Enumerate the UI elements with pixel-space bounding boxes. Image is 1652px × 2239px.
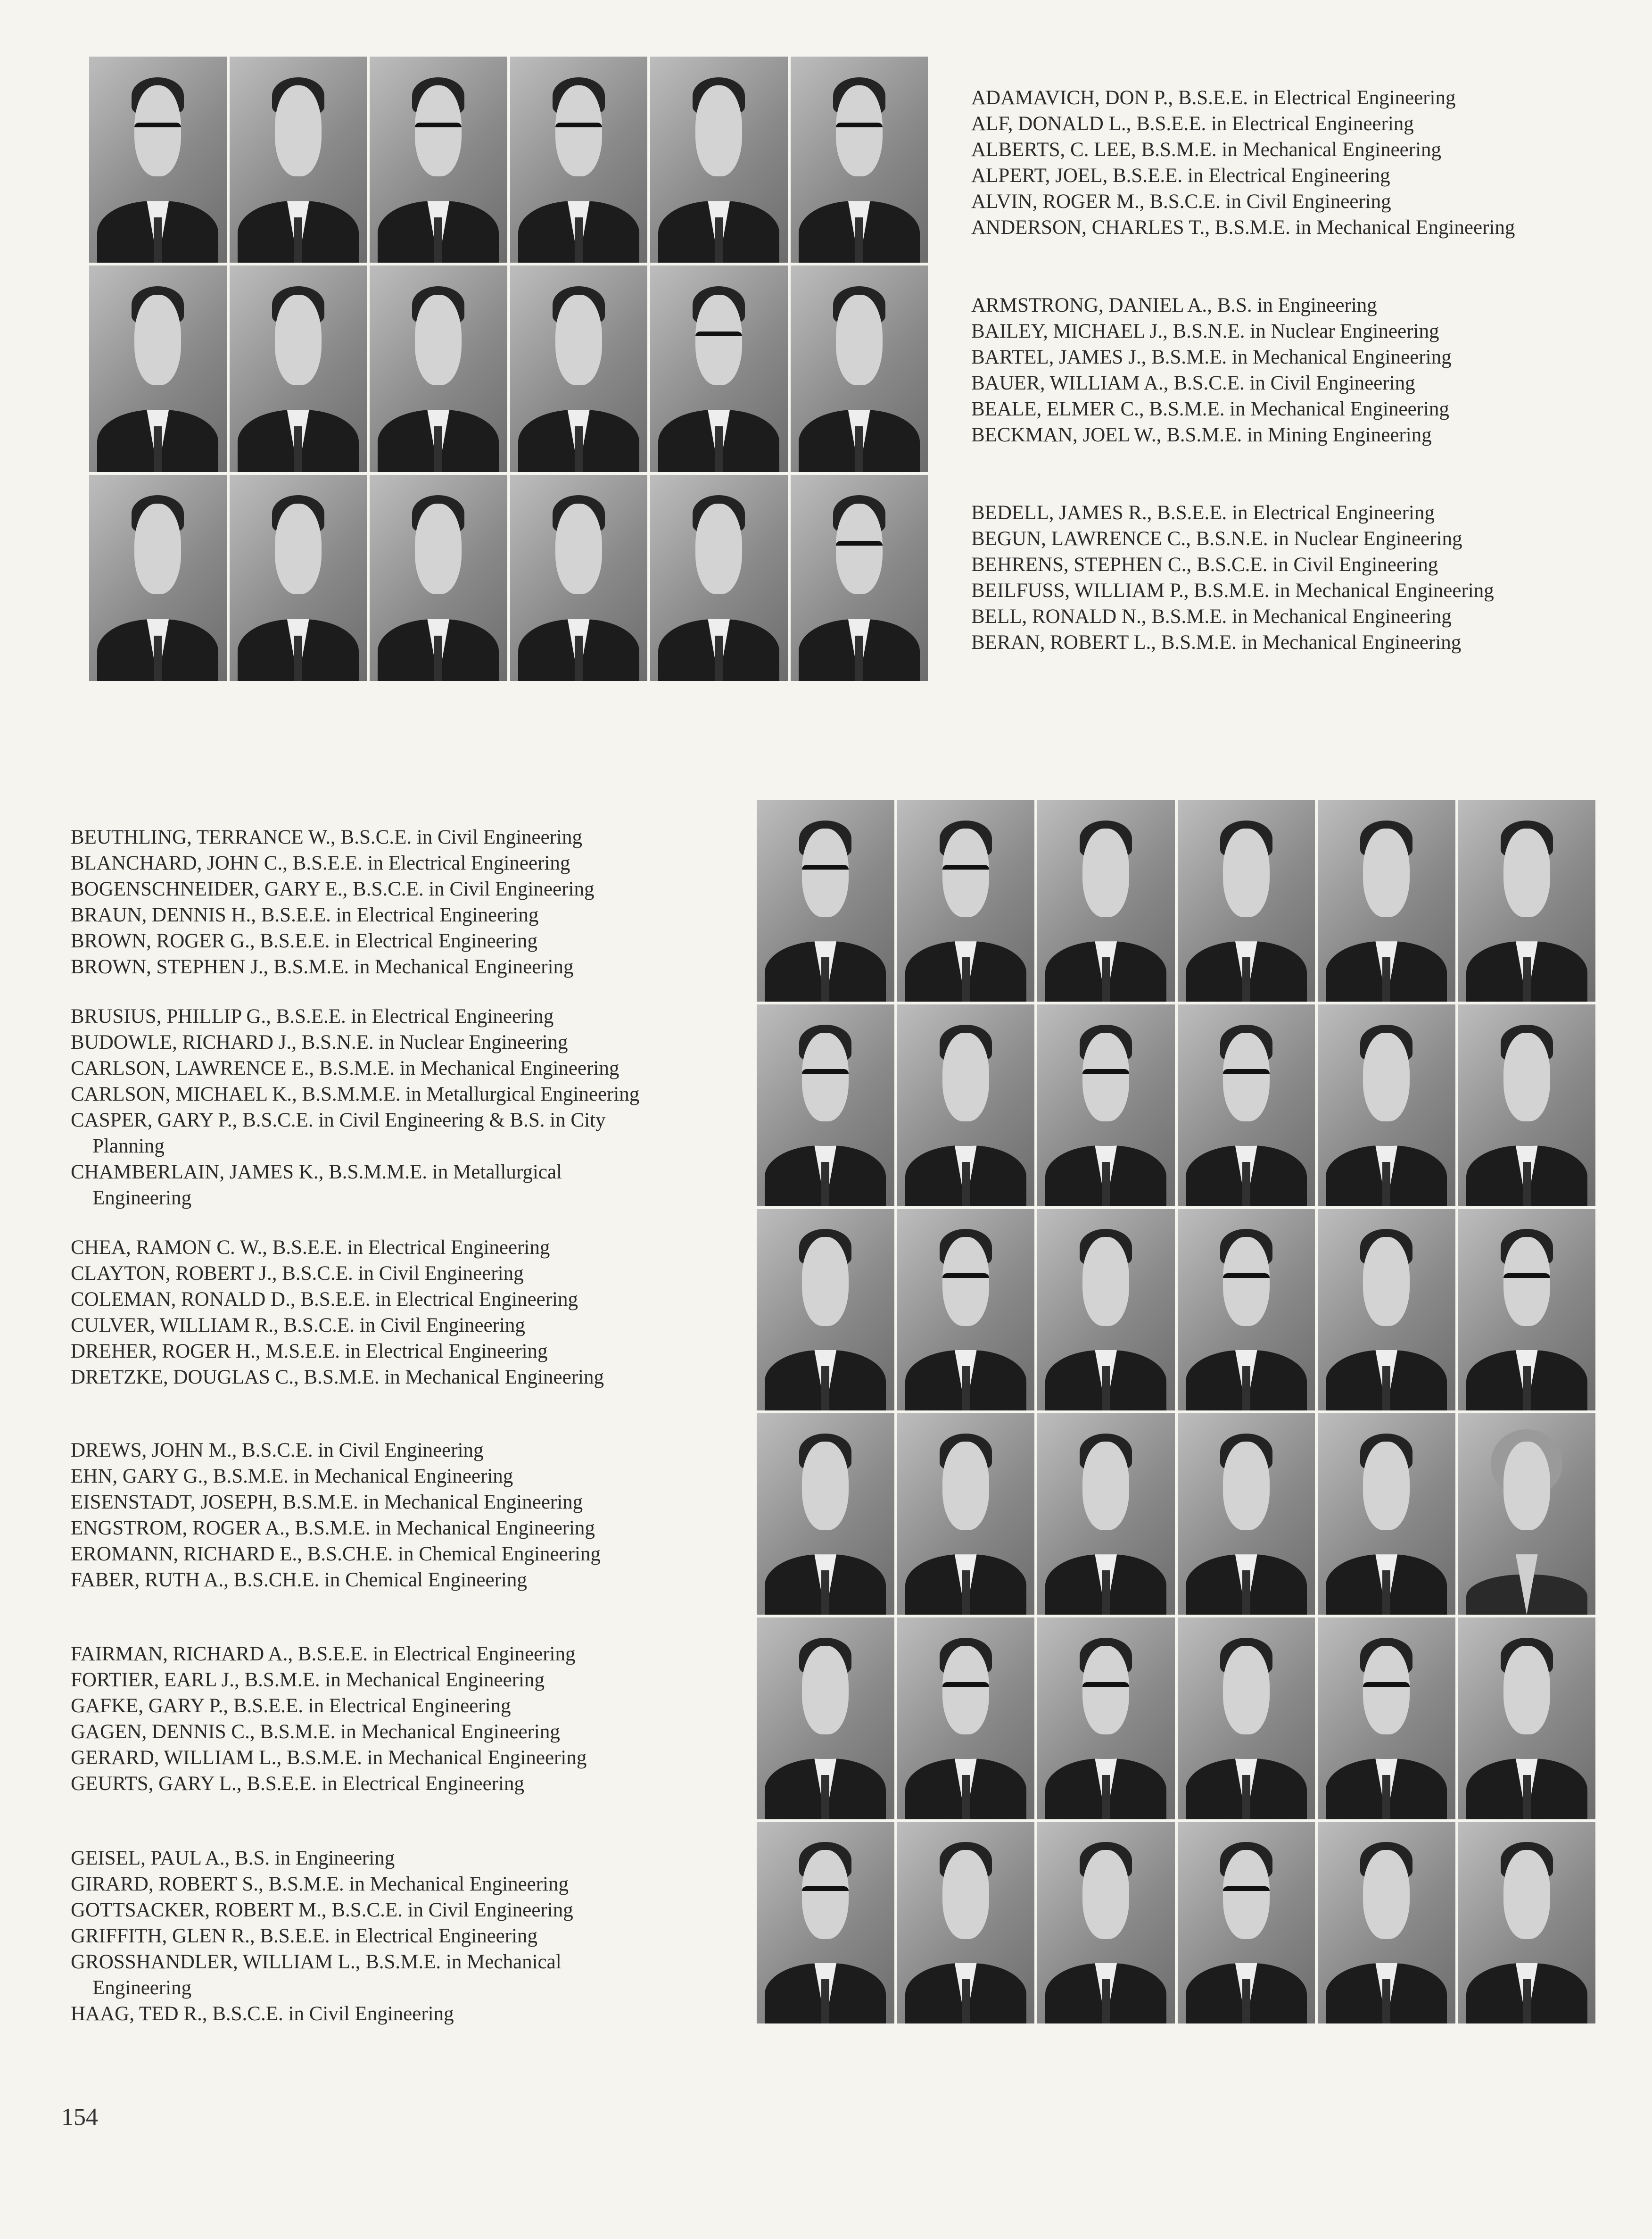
graduate-entry: CULVER, WILLIAM R., B.S.C.E. in Civil Engineering [71, 1314, 525, 1336]
graduate-entry: GAGEN, DENNIS C., B.S.M.E. in Mechanical Engineering [71, 1721, 560, 1743]
graduate-entry: GEURTS, GARY L., B.S.E.E. in Electrical Engineering [71, 1773, 524, 1795]
graduate-portrait [228, 264, 369, 473]
graduate-entry: HAAG, TED R., B.S.C.E. in Civil Engineering [71, 2003, 454, 2025]
graduate-entry: CASPER, GARY P., B.S.C.E. in Civil Engineering & B.S. in City [71, 1109, 606, 1131]
graduate-portrait [789, 55, 930, 264]
graduate-entry: GEISEL, PAUL A., B.S. in Engineering [71, 1847, 395, 1869]
graduate-entry: BEDELL, JAMES R., B.S.E.E. in Electrical Engineering [971, 502, 1435, 524]
graduate-entry: BOGENSCHNEIDER, GARY E., B.S.C.E. in Civil Engineering [71, 878, 595, 900]
continuation-text: Engineering [92, 1977, 192, 1999]
graduate-entry: FAIRMAN, RICHARD A., B.S.E.E. in Electrical Engineering [71, 1643, 576, 1665]
graduate-portrait [896, 1616, 1036, 1820]
graduate-entry: BEGUN, LAWRENCE C., B.S.N.E. in Nuclear Engineering [971, 528, 1462, 550]
continuation-text: Planning [92, 1135, 165, 1157]
graduate-entry: BUDOWLE, RICHARD J., B.S.N.E. in Nuclear Engineering [71, 1031, 568, 1053]
graduate-entry-continued [71, 1133, 745, 1159]
graduate-entry: BEHRENS, STEPHEN C., B.S.C.E. in Civil Engineering [971, 554, 1438, 576]
graduate-entry: FORTIER, EARL J., B.S.M.E. in Mechanical Engineering [71, 1669, 545, 1691]
graduate-entry: ENGSTROM, ROGER A., B.S.M.E. in Mechanical Engineering [71, 1517, 595, 1539]
graduate-portrait [1316, 1208, 1457, 1412]
graduate-entry-continued [71, 1185, 745, 1211]
graduate-portrait [509, 264, 649, 473]
graduate-portrait [1036, 799, 1176, 1003]
graduate-entry: BARTEL, JAMES J., B.S.M.E. in Mechanical Engineering [971, 346, 1452, 368]
graduate-entry: GRIFFITH, GLEN R., B.S.E.E. in Electrical Engineering [71, 1925, 538, 1947]
graduate-portrait [88, 264, 228, 473]
graduate-portrait [1457, 1208, 1597, 1412]
graduate-entry-continued [71, 1975, 745, 2001]
graduate-portrait [1176, 1616, 1317, 1820]
graduate-entry: BERAN, ROBERT L., B.S.M.E. in Mechanical Engineering [971, 631, 1462, 654]
graduate-entry: CARLSON, LAWRENCE E., B.S.M.E. in Mechanical Engineering [71, 1057, 620, 1079]
graduate-entry: BELL, RONALD N., B.S.M.E. in Mechanical Engineering [971, 605, 1452, 628]
graduate-portrait [368, 55, 509, 264]
graduate-portrait [88, 55, 228, 264]
graduate-portrait [896, 1412, 1036, 1616]
graduate-entry: DRETZKE, DOUGLAS C., B.S.M.E. in Mechanical Engineering [71, 1366, 604, 1388]
bottom-photo-grid [755, 799, 1597, 2025]
graduate-portrait [1176, 1208, 1317, 1412]
name-group [71, 1437, 745, 1593]
graduate-entry: GROSSHANDLER, WILLIAM L., B.S.M.E. in Mechanical [71, 1951, 562, 1973]
graduate-portrait [1036, 1208, 1176, 1412]
graduate-portrait [1457, 1003, 1597, 1207]
name-group [71, 824, 745, 980]
graduate-entry: BEUTHLING, TERRANCE W., B.S.C.E. in Civil Engineering [71, 826, 582, 848]
bottom-names-column [71, 824, 745, 2050]
graduate-entry: CLAYTON, ROBERT J., B.S.C.E. in Civil Engineering [71, 1262, 524, 1285]
graduate-entry: ALBERTS, C. LEE, B.S.M.E. in Mechanical Engineering [971, 139, 1442, 161]
graduate-portrait [1316, 1821, 1457, 2025]
continuation-text: Engineering [92, 1187, 192, 1209]
graduate-portrait [88, 473, 228, 682]
graduate-entry: ALVIN, ROGER M., B.S.C.E. in Civil Engineering [971, 191, 1391, 213]
graduate-entry: DREHER, ROGER H., M.S.E.E. in Electrical Engineering [71, 1340, 548, 1362]
graduate-portrait [1036, 1003, 1176, 1207]
graduate-portrait [755, 1616, 896, 1820]
graduate-portrait [755, 1003, 896, 1207]
graduate-entry: BLANCHARD, JOHN C., B.S.E.E. in Electrical Engineering [71, 852, 570, 874]
page-number: 154 [61, 2104, 98, 2131]
graduate-entry: BRUSIUS, PHILLIP G., B.S.E.E. in Electrical Engineering [71, 1005, 554, 1028]
graduate-portrait [1457, 1616, 1597, 1820]
graduate-entry: ALF, DONALD L., B.S.E.E. in Electrical Engineering [971, 113, 1414, 135]
graduate-entry: ADAMAVICH, DON P., B.S.E.E. in Electrical Engineering [971, 87, 1456, 109]
graduate-portrait [1316, 1003, 1457, 1207]
graduate-portrait [509, 55, 649, 264]
graduate-portrait [1036, 1412, 1176, 1616]
graduate-portrait [1176, 1821, 1317, 2025]
graduate-entry: EROMANN, RICHARD E., B.S.CH.E. in Chemical Engineering [71, 1543, 601, 1565]
graduate-portrait [649, 264, 789, 473]
graduate-entry: BROWN, ROGER G., B.S.E.E. in Electrical Engineering [71, 930, 538, 952]
graduate-portrait [1036, 1821, 1176, 2025]
graduate-entry: CHEA, RAMON C. W., B.S.E.E. in Electrical Engineering [71, 1236, 550, 1259]
graduate-portrait [755, 799, 896, 1003]
graduate-entry: EHN, GARY G., B.S.M.E. in Mechanical Engineering [71, 1465, 513, 1487]
graduate-entry: BAILEY, MICHAEL J., B.S.N.E. in Nuclear Engineering [971, 320, 1439, 342]
graduate-entry: BAUER, WILLIAM A., B.S.C.E. in Civil Engineering [971, 372, 1415, 394]
graduate-portrait [368, 473, 509, 682]
graduate-portrait [789, 473, 930, 682]
graduate-entry: COLEMAN, RONALD D., B.S.E.E. in Electrical Engineering [71, 1288, 578, 1310]
graduate-portrait [1176, 1412, 1317, 1616]
graduate-entry: BEILFUSS, WILLIAM P., B.S.M.E. in Mechanical Engineering [971, 580, 1494, 602]
graduate-portrait [896, 1208, 1036, 1412]
graduate-portrait [1176, 1003, 1317, 1207]
graduate-entry: EISENSTADT, JOSEPH, B.S.M.E. in Mechanical Engineering [71, 1491, 583, 1513]
graduate-portrait [509, 473, 649, 682]
graduate-entry: BROWN, STEPHEN J., B.S.M.E. in Mechanical Engineering [71, 956, 574, 978]
graduate-portrait [1316, 799, 1457, 1003]
name-group [971, 500, 1641, 655]
graduate-entry: ANDERSON, CHARLES T., B.S.M.E. in Mechanical Engineering [971, 216, 1515, 239]
graduate-entry: GAFKE, GARY P., B.S.E.E. in Electrical Engineering [71, 1695, 511, 1717]
graduate-entry: CARLSON, MICHAEL K., B.S.M.M.E. in Metallurgical Engineering [71, 1083, 640, 1105]
graduate-entry: DREWS, JOHN M., B.S.C.E. in Civil Engineering [71, 1439, 484, 1461]
graduate-portrait [1457, 1821, 1597, 2025]
name-group [971, 292, 1641, 448]
graduate-entry: GOTTSACKER, ROBERT M., B.S.C.E. in Civil Engineering [71, 1899, 573, 1921]
graduate-portrait [228, 473, 369, 682]
graduate-portrait [755, 1821, 896, 2025]
graduate-portrait [1457, 799, 1597, 1003]
graduate-portrait [755, 1208, 896, 1412]
top-names-column [971, 85, 1641, 698]
graduate-portrait [228, 55, 369, 264]
name-group [971, 85, 1641, 240]
graduate-entry: BECKMAN, JOEL W., B.S.M.E. in Mining Engineering [971, 424, 1432, 446]
graduate-portrait [649, 55, 789, 264]
graduate-portrait [649, 473, 789, 682]
graduate-portrait [896, 1003, 1036, 1207]
graduate-portrait [1316, 1616, 1457, 1820]
graduate-portrait [789, 264, 930, 473]
graduate-portrait [1457, 1412, 1597, 1616]
name-group [71, 1641, 745, 1797]
top-photo-grid [88, 55, 929, 682]
graduate-portrait [896, 799, 1036, 1003]
graduate-entry: ALPERT, JOEL, B.S.E.E. in Electrical Engineering [971, 165, 1390, 187]
name-group [71, 1003, 745, 1211]
graduate-entry: ARMSTRONG, DANIEL A., B.S. in Engineering [971, 294, 1377, 316]
graduate-portrait [1176, 799, 1317, 1003]
graduate-portrait [896, 1821, 1036, 2025]
graduate-portrait [755, 1412, 896, 1616]
graduate-entry: FABER, RUTH A., B.S.CH.E. in Chemical Engineering [71, 1569, 527, 1591]
graduate-entry: GIRARD, ROBERT S., B.S.M.E. in Mechanical Engineering [71, 1873, 569, 1895]
name-group [71, 1235, 745, 1390]
name-group [71, 1845, 745, 2027]
graduate-portrait [1036, 1616, 1176, 1820]
graduate-portrait [1316, 1412, 1457, 1616]
graduate-portrait [368, 264, 509, 473]
graduate-entry: GERARD, WILLIAM L., B.S.M.E. in Mechanical Engineering [71, 1747, 587, 1769]
graduate-entry: BEALE, ELMER C., B.S.M.E. in Mechanical Engineering [971, 398, 1449, 420]
graduate-entry: BRAUN, DENNIS H., B.S.E.E. in Electrical Engineering [71, 904, 539, 926]
graduate-entry: CHAMBERLAIN, JAMES K., B.S.M.M.E. in Metallurgical [71, 1161, 562, 1183]
